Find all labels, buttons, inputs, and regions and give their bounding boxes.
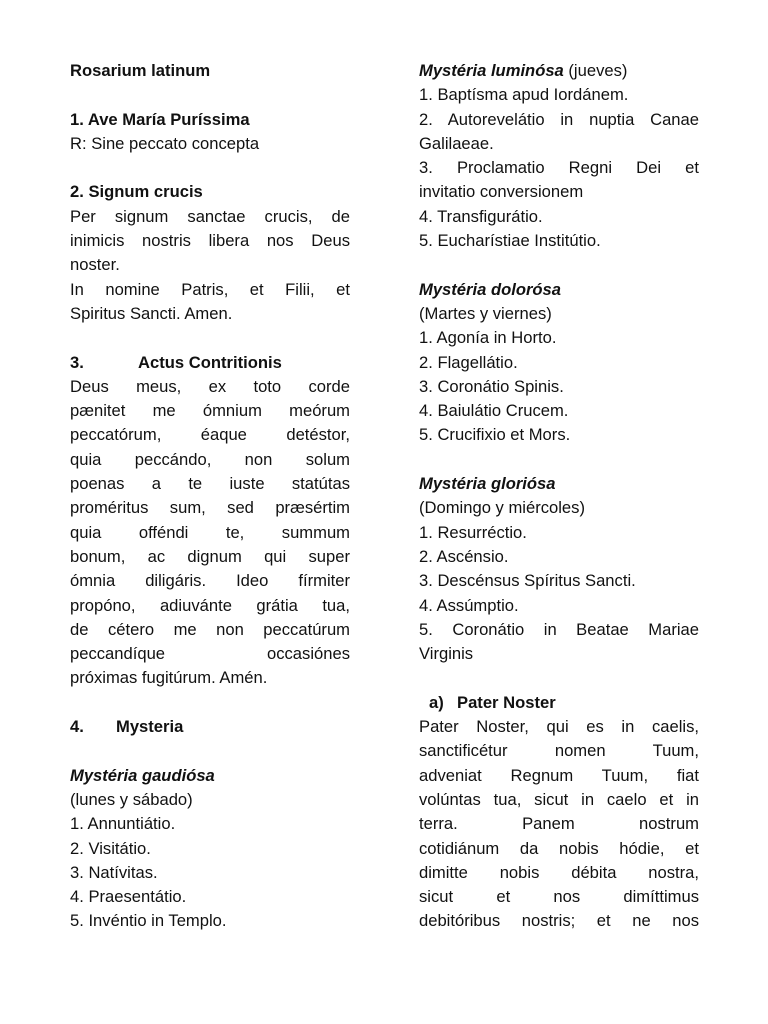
luminosa-line: 3. Proclamatio Regni Dei et xyxy=(419,158,699,178)
luminosa-line: invitatio conversionem xyxy=(419,182,584,202)
luminosa-line: 4. Transfigurátio. xyxy=(419,206,543,226)
actus-line: propóno, adiuvánte grátia tua, xyxy=(70,595,350,615)
dolorosa-item: 1. Agonía in Horto. xyxy=(419,328,557,348)
dolorosa-item: 2. Flagellátio. xyxy=(419,352,518,372)
actus-line: pænitet me ómnium meórum xyxy=(70,401,350,421)
actus-title: Actus Contritionis xyxy=(138,352,282,372)
signum-line: inimicis nostris libera nos Deus xyxy=(70,231,350,251)
ave-maria-heading: 1. Ave María Puríssima xyxy=(70,109,250,129)
actus-contritionis-heading xyxy=(70,351,350,375)
gaudiosa-item: 3. Natívitas. xyxy=(70,862,158,882)
pater-line: sicut et nos dimíttimus xyxy=(419,887,699,907)
gloriosa-days: (Domingo y miércoles) xyxy=(419,498,585,518)
pater-line: terra. Panem nostrum xyxy=(419,814,699,834)
gloriosa-title: Mystéria gloriósa xyxy=(419,474,556,494)
pater-line: cotidiánum da nobis hódie, et xyxy=(419,838,699,858)
actus-line: quia offéndi te, summum xyxy=(70,522,350,542)
luminosa-line: 1. Baptísma apud Iordánem. xyxy=(419,85,629,105)
luminosa-line: 5. Eucharístiae Institútio. xyxy=(419,231,601,251)
pater-line: adveniat Regnum Tuum, fiat xyxy=(419,765,699,785)
dolorosa-days: (Martes y viernes) xyxy=(419,303,552,323)
dolorosa-item: 4. Baiulátio Crucem. xyxy=(419,401,569,421)
luminosa-title: Mystéria luminósa xyxy=(419,61,564,80)
gaudiosa-item: 4. Praesentátio. xyxy=(70,887,187,907)
actus-line: quia peccándo, non solum xyxy=(70,449,350,469)
pater-noster-heading xyxy=(419,691,699,715)
actus-line: peccatórum, éaque detéstor, xyxy=(70,425,350,445)
pater-line: volúntas tua, sicut in caelo et in xyxy=(419,789,699,809)
luminosa-days: (jueves) xyxy=(563,61,628,80)
signum-line: Per signum sanctae crucis, de xyxy=(70,206,350,226)
signum-line: noster. xyxy=(70,255,120,275)
mysteria-number: 4. xyxy=(70,717,84,737)
actus-line: poenas a te iuste statútas xyxy=(70,474,350,494)
dolorosa-item: 5. Crucifixio et Mors. xyxy=(419,425,571,445)
gloriosa-item: Virginis xyxy=(419,644,474,664)
luminosa-heading xyxy=(419,59,699,83)
pater-line: sanctificétur nomen Tuum, xyxy=(419,741,699,761)
pater-line: Pater Noster, qui es in caelis, xyxy=(419,717,699,737)
luminosa-line: Galilaeae. xyxy=(419,133,494,153)
gloriosa-item: 2. Ascénsio. xyxy=(419,546,509,566)
gaudiosa-title: Mystéria gaudiósa xyxy=(70,765,215,785)
left-column xyxy=(70,59,350,934)
mysteria-heading xyxy=(70,715,350,739)
actus-line: peccandíque occasiónes xyxy=(70,644,350,664)
signum-crucis-heading: 2. Signum crucis xyxy=(70,182,203,202)
actus-line: próximas fugitúrum. Amén. xyxy=(70,668,268,688)
gaudiosa-item: 5. Invéntio in Templo. xyxy=(70,911,227,931)
mysteria-title: Mysteria xyxy=(116,717,184,737)
gaudiosa-days: (lunes y sábado) xyxy=(70,789,193,809)
gaudiosa-item: 2. Visitátio. xyxy=(70,838,151,858)
signum-line: Spiritus Sancti. Amen. xyxy=(70,303,233,323)
pater-line: dimitte nobis débita nostra, xyxy=(419,862,699,882)
gloriosa-item: 1. Resurréctio. xyxy=(419,522,527,542)
dolorosa-item: 3. Coronátio Spinis. xyxy=(419,376,564,396)
luminosa-line: 2. Autorevelátio in nuptia Canae xyxy=(419,109,699,129)
pater-marker: a) xyxy=(429,692,444,712)
actus-line: de cétero me non peccatúrum xyxy=(70,619,350,639)
gloriosa-item: 3. Descénsus Spíritus Sancti. xyxy=(419,571,636,591)
pater-title: Pater Noster xyxy=(457,692,556,712)
pater-line: debitóribus nostris; et ne nos xyxy=(419,911,699,931)
actus-line: proméritus sum, sed præsértim xyxy=(70,498,350,518)
signum-line: In nomine Patris, et Filii, et xyxy=(70,279,350,299)
right-column xyxy=(419,59,699,934)
actus-line: ómnia diligáris. Ideo fírmiter xyxy=(70,571,350,591)
actus-line: Deus meus, ex toto corde xyxy=(70,376,350,396)
gloriosa-item: 5. Coronátio in Beatae Mariae xyxy=(419,619,699,639)
document-title: Rosarium latinum xyxy=(70,61,211,80)
actus-line: bonum, ac dignum qui super xyxy=(70,546,350,566)
dolorosa-title: Mystéria dolorósa xyxy=(419,279,562,299)
gaudiosa-item: 1. Annuntiátio. xyxy=(70,814,176,834)
gloriosa-item: 4. Assúmptio. xyxy=(419,595,519,615)
actus-number: 3. xyxy=(70,352,84,372)
ave-maria-response: R: Sine peccato concepta xyxy=(70,133,260,153)
